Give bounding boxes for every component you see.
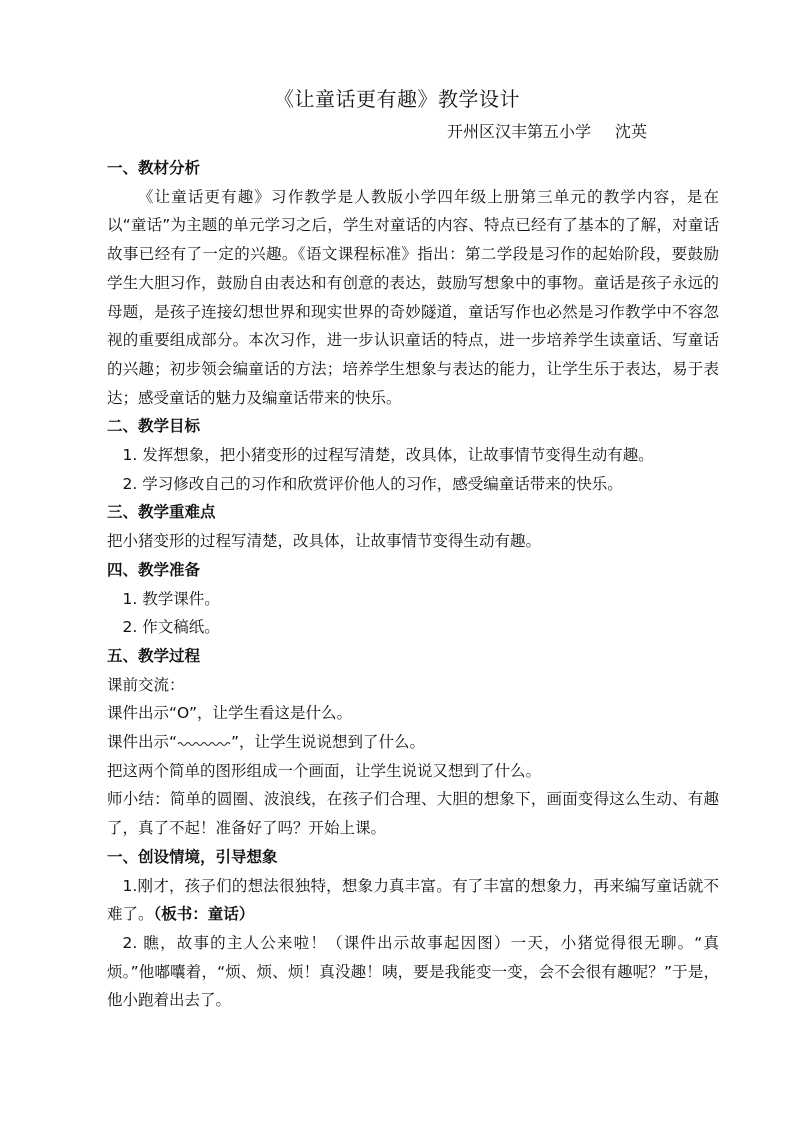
section-heading-key-points: 三、教学重难点 [107,503,216,522]
school-name: 开州区汉丰第五小学 [447,122,592,141]
textbook-analysis-paragraph: 《让童话更有趣》习作教学是人教版小学四年级上册第三单元的教学内容，是在以“童话”为主题的单元学习之后，学生对童话的内容、特点已经有了基本的了解，对童话故事已经有了一定的兴趣。《语文课程标准》指出：第二学段是习作的起始阶段，要鼓励学生大胆习作，鼓励自由表达和有创意的表达，鼓励写想象中的事物。童话是孩子永远的母题，是孩子连接幻想世界和现实世界的奇妙隧道，童话写作也必然是习作教学中不容忽视的重要组成部分。本次习作，进一步认识童话的特点，进一步培养学生读童话、写童话的兴趣；初步领会编童话的方法；培养学生想象与表达的能力，让学生乐于表达，易于表达；感受童话的魅力及编童话带来的快乐。 [107,187,719,407]
document-title: 《让童话更有趣》教学设计 [274,87,520,111]
author-name: 沈英 [615,122,648,141]
teacher-summary: 师小结：简单的圆圈、波浪线，在孩子们合理、大胆的想象下，画面变得这么生动、有趣了，真了不起！准备好了吗？开始上课。 [107,790,719,838]
section-heading-teaching-goals: 二、教学目标 [107,417,201,436]
section-heading-textbook-analysis: 一、教材分析 [107,159,201,177]
scenario-paragraph-1 [107,872,719,929]
process-line: 课件出示“O”，让学生看这是什么。 [107,704,352,723]
scenario-paragraph-2: 2. 瞧，故事的主人公来啦！（课件出示故事起因图）一天，小猪觉得很无聊。“真烦。”他嘟囔着，“烦、烦、烦！真没趣！咦，要是我能变一变，会不会很有趣呢？”于是，他小跑着出去了。 [107,933,719,1010]
section-heading-preparation: 四、教学准备 [107,560,201,579]
wavy-line-icon [177,737,231,747]
document-body [107,154,719,1015]
process-line-text: 课件出示“ [107,733,178,752]
blackboard-note: （板书：童话） [153,905,255,924]
scenario-paragraph-1-text: 1.刚才，孩子们的想法很独特，想象力真丰富。有了丰富的想象力，再来编写童话就不难了。 [107,876,719,924]
byline [447,120,647,144]
process-line-text: ”，让学生说说想到了什么。 [231,733,426,752]
pre-class-label: 课前交流： [107,675,185,694]
teaching-goal-item: 1. 发挥想象，把小猪变形的过程写清楚，改具体，让故事情节变得生动有趣。 [122,446,654,465]
process-line-wave [107,728,719,757]
teaching-goal-item: 2. 学习修改自己的习作和欣赏评价他人的习作，感受编童话带来的快乐。 [122,474,623,493]
process-line: 把这两个简单的图形组成一个画面，让学生说说又想到了什么。 [107,761,542,780]
sub-heading-scenario: 一、创设情境，引导想象 [107,847,278,866]
section-heading-teaching-process: 五、教学过程 [107,646,201,665]
preparation-item: 1. 教学课件。 [122,589,220,608]
preparation-item: 2. 作文稿纸。 [122,618,220,637]
key-points-paragraph: 把小猪变形的过程写清楚，改具体，让故事情节变得生动有趣。 [107,532,542,551]
